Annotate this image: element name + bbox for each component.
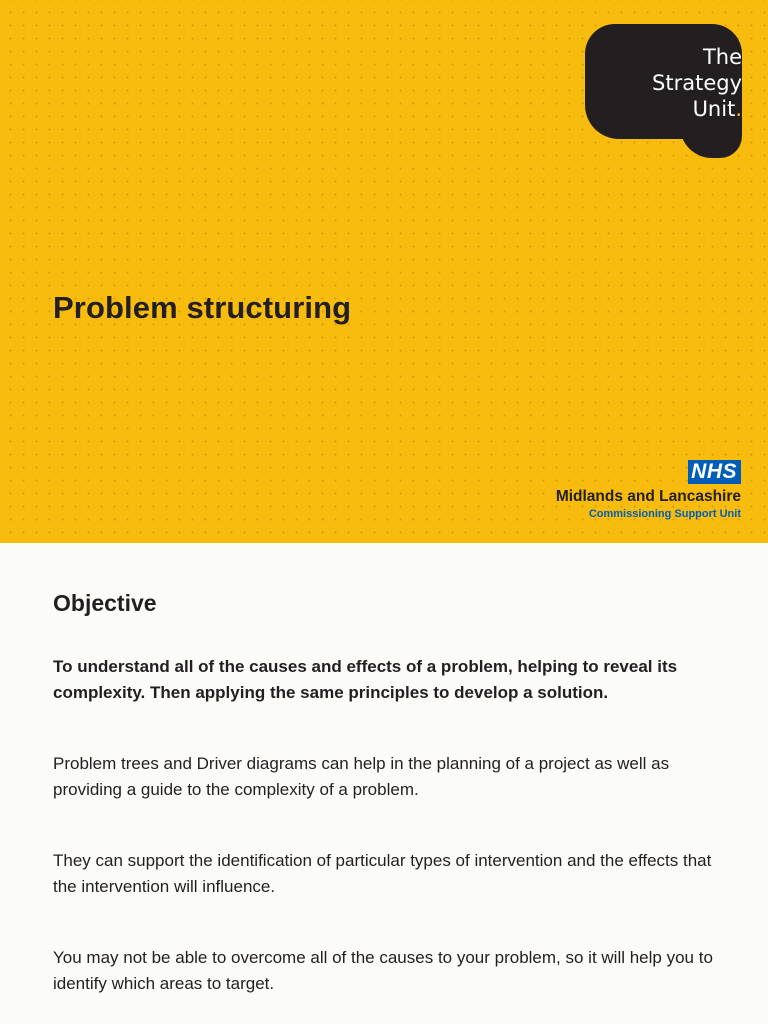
logo-line-3-text: Unit xyxy=(692,97,736,121)
paragraph-1: Problem trees and Driver diagrams can help in the planning of a project as well as providing a guide to the complexity of a problem. xyxy=(53,754,670,799)
section-heading: Objective xyxy=(53,590,157,616)
nhs-branding xyxy=(556,460,741,521)
nhs-org-subtitle: Commissioning Support Unit xyxy=(588,508,741,520)
logo-line-1: The xyxy=(702,45,742,69)
logo-line-2: Strategy xyxy=(652,71,742,95)
logo-dot: . xyxy=(735,97,742,121)
objective-lead: To understand all of the causes and effects of a problem, helping to reveal its complexity. Then applying the same principles to develop a solution. xyxy=(53,657,678,702)
paragraph-2: They can support the identification of particular types of intervention and the effects that the intervention will influence. xyxy=(53,851,712,896)
paragraph-3: You may not be able to overcome all of the causes to your problem, so it will help you to identify which areas to target. xyxy=(53,948,713,993)
nhs-org-name: Midlands and Lancashire xyxy=(555,488,741,505)
logo-wordmark xyxy=(602,44,742,122)
logo-line-3 xyxy=(602,96,742,122)
nhs-logo: NHS xyxy=(688,460,741,484)
page-title: Problem structuring xyxy=(53,290,352,325)
